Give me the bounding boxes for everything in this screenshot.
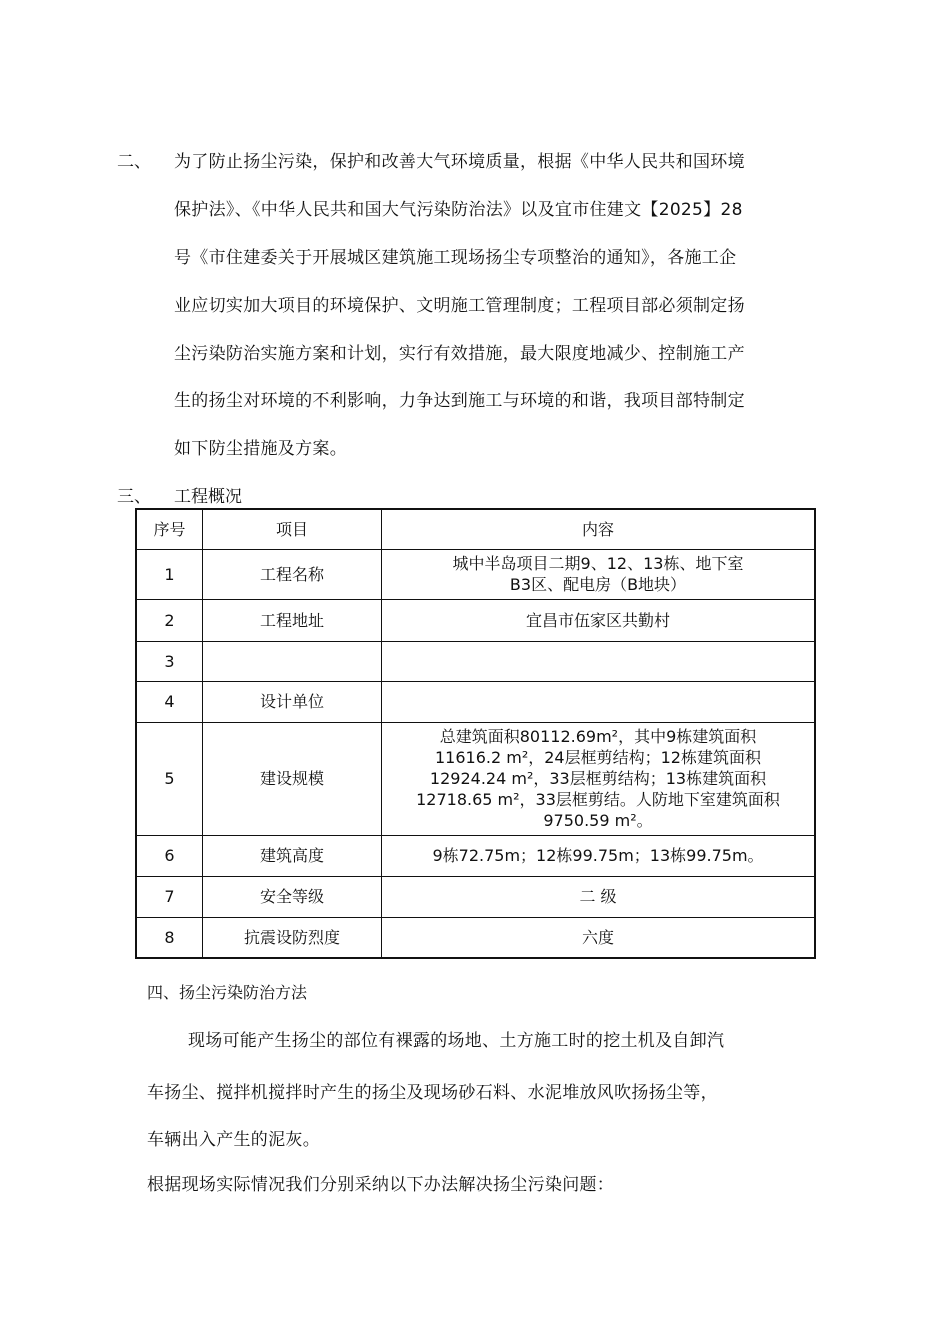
- row-content: [382, 722, 816, 835]
- section4-line: 车辆出入产生的泥灰。: [147, 1130, 320, 1150]
- table-row: [136, 681, 815, 722]
- section2-line: 尘污染防治实施方案和计划，实行有效措施，最大限度地减少、控制施工产: [174, 344, 745, 364]
- row-content: [382, 681, 816, 722]
- table-row: [136, 722, 815, 835]
- content-line: 11616.2 m²，24层框剪结构；12栋建筑面积: [435, 748, 761, 767]
- row-no: 2: [136, 599, 203, 641]
- row-content: 9栋72.75m；12栋99.75m；13栋99.75m。: [382, 835, 816, 876]
- header-content: 内容: [382, 509, 816, 549]
- row-item: [203, 641, 382, 681]
- row-item: 安全等级: [203, 876, 382, 917]
- project-overview-table: [135, 508, 816, 959]
- section3-title: 工程概况: [174, 487, 242, 507]
- section2-line: 生的扬尘对环境的不利影响，力争达到施工与环境的和谐，我项目部特制定: [174, 391, 745, 411]
- table-row: [136, 641, 815, 681]
- header-item: 项目: [203, 509, 382, 549]
- table-row: [136, 835, 815, 876]
- section3-number: 三、: [117, 487, 151, 507]
- section2-line: 业应切实加大项目的环境保护、文明施工管理制度；工程项目部必须制定扬: [174, 296, 745, 316]
- content-line: 总建筑面积80112.69m²，其中9栋建筑面积: [439, 727, 757, 746]
- row-content: [382, 599, 816, 641]
- row-item: 抗震设防烈度: [203, 917, 382, 958]
- content-line: 9750.59 m²。: [543, 811, 653, 830]
- table-row: [136, 549, 815, 599]
- content-line: 12718.65 m²，33层框剪结。人防地下室建筑面积: [416, 790, 780, 809]
- row-no: 8: [136, 917, 203, 958]
- row-item: 建设规模: [203, 722, 382, 835]
- row-no: 3: [136, 641, 203, 681]
- content-line: 12924.24 m²，33层框剪结构；13栋建筑面积: [429, 769, 767, 788]
- table-header-row: [136, 509, 815, 549]
- row-content: [382, 549, 816, 599]
- row-content: 六度: [382, 917, 816, 958]
- row-no: 5: [136, 722, 203, 835]
- table-row: [136, 917, 815, 958]
- section4-line: 现场可能产生扬尘的部位有裸露的场地、土方施工时的挖土机及自卸汽: [188, 1031, 725, 1051]
- section4-heading: 四、扬尘污染防治方法: [147, 983, 308, 1002]
- row-no: 1: [136, 549, 203, 599]
- section2-line: 如下防尘措施及方案。: [174, 439, 347, 459]
- content-line: 宜昌市伍家区共勤村: [525, 610, 670, 630]
- row-content: 二 级: [382, 876, 816, 917]
- row-item: 工程名称: [203, 549, 382, 599]
- row-item: 设计单位: [203, 681, 382, 722]
- section4-line: 车扬尘、搅拌机搅拌时产生的扬尘及现场砂石料、水泥堆放风吹扬扬尘等，: [147, 1083, 718, 1103]
- section2-number: 二、: [117, 152, 151, 172]
- section4-closing: 根据现场实际情况我们分别采纳以下办法解决扬尘污染问题：: [147, 1175, 615, 1195]
- section2-line: 为了防止扬尘污染，保护和改善大气环境质量，根据《中华人民共和国环境: [174, 152, 745, 172]
- section2-line: 号《市住建委关于开展城区建筑施工现场扬尘专项整治的通知》，各施工企: [174, 248, 737, 268]
- row-no: 4: [136, 681, 203, 722]
- table-row: [136, 599, 815, 641]
- section2-line: 保护法》、《中华人民共和国大气污染防治法》以及宜市住建文【2025】28: [174, 200, 743, 220]
- row-item: 建筑高度: [203, 835, 382, 876]
- content-line: B3区、配电房（B地块）: [509, 575, 687, 594]
- header-no: 序号: [136, 509, 203, 549]
- row-content: [382, 641, 816, 681]
- row-item: 工程地址: [203, 599, 382, 641]
- table-row: [136, 876, 815, 917]
- content-line: 城中半岛项目二期9、12、13栋、地下室: [452, 554, 744, 573]
- row-no: 6: [136, 835, 203, 876]
- row-no: 7: [136, 876, 203, 917]
